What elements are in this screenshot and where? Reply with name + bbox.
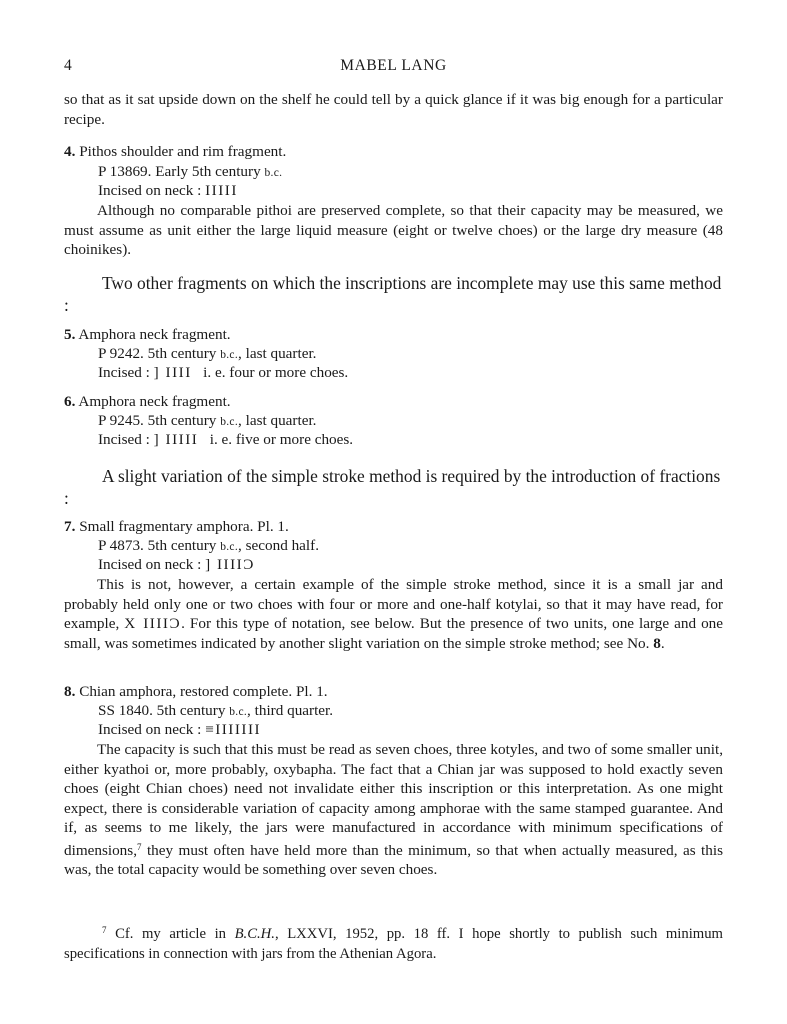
entry-title: Small fragmentary amphora. Pl. 1. <box>79 518 289 535</box>
footnote-journal: B.C.H. <box>234 926 275 942</box>
entry-number: 8. <box>64 683 76 700</box>
entry-catalog-line <box>98 344 316 365</box>
page-number: 4 <box>64 57 72 74</box>
footnote-text: , LXXVI, 1952, pp. 18 ff. I hope shortly to publish such minimum specifications in connection with jars from the Athenian Agora. <box>64 926 723 962</box>
entry-heading <box>64 517 289 536</box>
commentary-end: . <box>660 634 665 652</box>
commentary-text: . For this type of notation, see below. But the presence of two units, one large and one small, was sometimes indicated by another slight variation on the simple stroke method; see No. <box>64 615 724 652</box>
running-head: MABEL LANG <box>340 57 447 74</box>
date-suffix: , second half. <box>238 537 319 554</box>
date-text: Early 5th century <box>155 163 261 180</box>
incised-line <box>98 555 255 574</box>
entry-heading <box>64 142 286 161</box>
entry-title: Chian amphora, restored complete. Pl. 1. <box>79 683 328 700</box>
incised-label: Incised on neck : <box>98 182 202 199</box>
catalog-number: P 13869. <box>98 163 152 180</box>
entry-heading <box>64 325 231 344</box>
incised-mark: ] IIII <box>153 364 192 381</box>
incised-gloss: i. e. four or more choes. <box>203 364 349 381</box>
era-abbrev: b.c. <box>220 416 239 428</box>
incised-mark: ] IIIIƆ <box>205 556 255 573</box>
era-abbrev: b.c. <box>220 541 239 553</box>
date-text: 5th century <box>147 345 217 362</box>
footnote-text: Cf. my article in <box>106 926 235 942</box>
entry-title: Amphora neck fragment. <box>78 393 231 410</box>
incised-line <box>98 720 261 739</box>
incised-mark: IIIII <box>205 182 238 199</box>
incised-line <box>98 181 238 200</box>
era-abbrev: b.c. <box>264 167 283 179</box>
date-suffix: , last quarter. <box>238 412 317 429</box>
entry-catalog-line <box>98 411 316 432</box>
era-abbrev: b.c. <box>220 349 239 361</box>
incised-mark: ≡IIIIIII <box>205 721 262 738</box>
incised-label: Incised on neck : <box>98 556 202 573</box>
cross-reference: 8 <box>653 634 661 652</box>
date-text: 5th century <box>147 537 217 554</box>
date-text: 5th century <box>156 702 226 719</box>
entry-heading <box>64 392 231 411</box>
entry-number: 6. <box>64 393 76 410</box>
incised-label: Incised : <box>98 364 150 381</box>
page-header <box>64 57 723 79</box>
entry-heading <box>64 682 328 701</box>
catalog-number: P 9242. <box>98 345 144 362</box>
entry-commentary: Although no comparable pithoi are preserved complete, so that their capacity may be measured, we must assume as unit either the large liquid measure (eight or twelve choes) or the large dry measure (48 choinikes). <box>64 202 723 258</box>
incised-label: Incised : <box>98 431 150 448</box>
intro-paragraph: so that as it sat upside down on the shelf he could tell by a quick glance if it was big enough for a particular recipe. <box>64 91 723 128</box>
entry-commentary <box>64 575 723 653</box>
incised-line <box>98 430 353 449</box>
entry-catalog-line <box>98 162 282 183</box>
incised-gloss: i. e. five or more choes. <box>209 431 354 448</box>
entry-number: 7. <box>64 518 76 535</box>
catalog-number: P 9245. <box>98 412 144 429</box>
catalog-number: P 4873. <box>98 537 144 554</box>
date-suffix: , third quarter. <box>247 702 334 719</box>
incised-line <box>98 363 348 382</box>
commentary-text: they must often have held more than the minimum, so that when actually measured, as this was, the total capacity would be something over seven choes. <box>64 841 723 878</box>
era-abbrev: b.c. <box>229 706 248 718</box>
transition-paragraph: Two other fragments on which the inscriptions are incomplete may use this same method : <box>64 273 722 315</box>
date-suffix: , last quarter. <box>238 345 317 362</box>
commentary-text: The capacity is such that this must be read as seven choes, three kotyles, and two of some smaller unit, either kyathoi or, more probably, oxybapha. The fact that a Chian jar was supposed to hold exactly seven choes (eight Chian choes) need not invalidate either this inscription or this interpretation. As one might expect, there is considerable variation of capacity among amphorae with the same stamped guarantee. And if, as seems to me likely, the jars were manufactured in accordance with minimum specifications of dimensions, <box>64 741 723 859</box>
transition-paragraph: A slight variation of the simple stroke method is required by the introduction of fractions : <box>64 466 721 508</box>
entry-number: 4. <box>64 143 76 160</box>
footnote-number: 7 <box>102 925 107 935</box>
inline-mark: X IIIIƆ <box>124 615 182 632</box>
catalog-number: SS 1840. <box>98 702 153 719</box>
incised-mark: ] IIIII <box>153 431 199 448</box>
entry-catalog-line <box>98 536 319 557</box>
commentary-text: This is not, however, a certain example of the simple stroke method, since it is a small jar and probably held only one or two choes with four or more and one-half kotylai, so that it may have read, for example, <box>64 576 723 632</box>
entry-number: 5. <box>64 326 76 343</box>
entry-catalog-line <box>98 701 333 722</box>
footnote-marker: 7 <box>137 841 142 852</box>
entry-title: Amphora neck fragment. <box>78 326 231 343</box>
entry-title: Pithos shoulder and rim fragment. <box>79 143 287 160</box>
footnote <box>64 921 723 964</box>
entry-commentary <box>64 740 723 880</box>
date-text: 5th century <box>147 412 217 429</box>
incised-label: Incised on neck : <box>98 721 202 738</box>
